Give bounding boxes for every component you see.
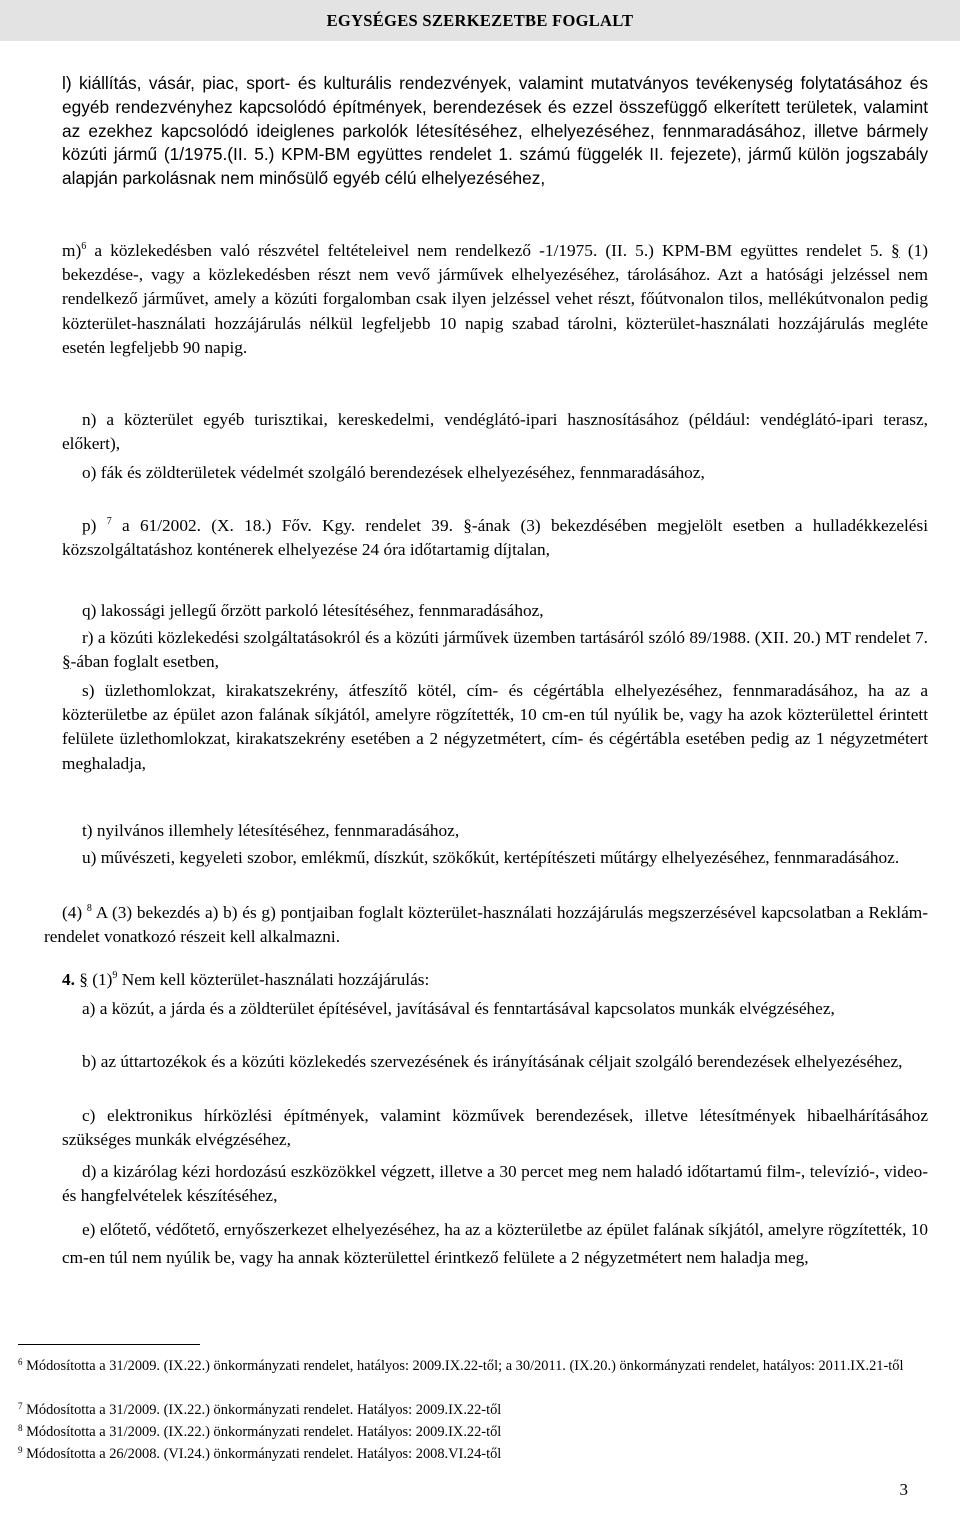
item-s: s) üzlethomlokzat, kirakatszekrény, átfeszítő kötél, cím- és cégértábla elhelyezéséhez, fennmaradásához, ha az a közterületbe az épület azon falának síkjától, amelyre rögzítették, 10 cm-en túl nyúlik be, vagy ha azok közterülettel érintett felülete üzlethomlokzat, kirakatszekrény esetében a 2 négyzetmétert, cím- és cégértábla esetében pedig az 1 négyzetmétert meghaladja, <box>62 681 928 773</box>
footnote-8: $^8$ Módosította a 31/2009. (IX.22.) önkormányzati rendelet. Hatályos: 2009.IX.22-től <box>18 1423 502 1440</box>
footnote-9: $^9$ Módosította a 26/2008. (VI.24.) önkormányzati rendelet. Hatályos: 2008.VI.24-től <box>18 1445 502 1462</box>
item-t: t) nyilvános illemhely létesítéséhez, fennmaradásához, <box>82 821 460 840</box>
item-u: u) művészeti, kegyeleti szobor, emlékmű, díszkút, szökőkút, kertépítészeti műtárgy elhelyezéséhez, fennmaradásához. <box>82 848 900 867</box>
footnote-ref-8[interactable]: 8 <box>86 903 92 914</box>
section-4-heading: 4. § $(1)^9$ Nem kell közterület-használati hozzájárulás: <box>44 968 928 992</box>
paragraph-4: (4) $^8$ A (3) bekezdés a) b) és g) pontjaiban foglalt közterület-használati hozzájárulás megszerzésével kapcsolatban a Reklám-rendelet vonatkozó részeit kell alkalmazni. <box>44 903 928 947</box>
item-n: n) a közterület egyéb turisztikai, kereskedelmi, vendéglátó-ipari hasznosításához (például: vendéglátó-ipari terasz, előkert), <box>62 410 928 454</box>
section-4-item-e: e) előtető, védőtető, ernyőszerkezet elhelyezéséhez, ha az a közterületbe az épület falának síkjától, amelyre rögzítették, 10 cm-en túl nem nyúlik be, vagy ha annak közterülettel érintkező felülete a 2 négyzetmétert nem haladja meg, <box>62 1220 928 1267</box>
footnote-7: $^7$ Módosította a 31/2009. (IX.22.) önkormányzati rendelet. Hatályos: 2009.IX.22-től <box>18 1401 502 1418</box>
section-4-item-d: d) a kizárólag kézi hordozású eszközökkel végzett, illetve a 30 percet meg nem haladó időtartamú film-, televízió-, video- és hangfelvételek készítéséhez, <box>62 1162 928 1206</box>
section-4-item-b: b) az úttartozékok és a közúti közlekedés szervezésének és irányításának céljait szolgáló berendezések elhelyezéséhez, <box>82 1052 903 1071</box>
footnote-separator <box>18 1344 200 1345</box>
item-r: r) a közúti közlekedési szolgáltatásokról és a közúti járművek üzemben tartásáról szóló 89/1988. (XII. 20.) MT rendelet 7. §-ában foglalt esetben, <box>62 628 928 672</box>
item-q: q) lakossági jellegű őrzött parkoló létesítéséhez, fennmaradásához, <box>82 601 544 620</box>
document-header <box>0 0 960 41</box>
footnote-ref-6[interactable]: 6 <box>81 241 87 252</box>
footnote-ref-9[interactable]: 9 <box>112 970 118 981</box>
page-number: 3 <box>899 1480 908 1499</box>
footnote-6: $^6$ Módosította a 31/2009. (IX.22.) önkormányzati rendelet, hatályos: 2009.IX.22-től; a 30/2011. (IX.20.) önkormányzati rendelet, hatályos: 2011.IX.21-től <box>18 1357 904 1374</box>
section-4-item-c: c) elektronikus hírközlési építmények, valamint közművek berendezések, illetve létesítmények hibaelhárításához szükséges munkák elvégzéséhez, <box>62 1106 928 1150</box>
item-p: p) $^7$ a 61/2002. (X. 18.) Főv. Kgy. rendelet 39. §-ának (3) bekezdésében megjelölt esetben a hulladékkezelési közszolgáltatáshoz konténerek elhelyezése 24 óra időtartamig díjtalan, <box>62 516 928 560</box>
header-title: EGYSÉGES SZERKEZETBE FOGLALT <box>326 10 634 30</box>
item-o: o) fák és zöldterületek védelmét szolgáló berendezések elhelyezéséhez, fennmaradásához, <box>82 463 705 482</box>
item-l: l) kiállítás, vásár, piac, sport- és kulturális rendezvények, valamint mutatványos tevékenység folytatásához és egyéb rendezvényhez kapcsolódó építmények, berendezések és ezzel összefüggő elkerített területek, valamint az ezekhez kapcsolódó ideiglenes parkolók létesítéséhez, elhelyezéséhez, fennmaradásához, illetve bármely közúti jármű (1/1975.(II. 5.) KPM-BM együttes rendelet 1. számú függelék II. fejezete), jármű külön jogszabály alapján parkolásnak nem minősülő egyéb célú elhelyezéséhez, <box>62 73 928 189</box>
footnote-ref-7[interactable]: 7 <box>106 516 112 527</box>
section-4-item-a: a) a közút, a járda és a zöldterület építésével, javításával és fenntartásával kapcsolatos munkák elvégzéséhez, <box>82 999 835 1018</box>
section-number: 4. <box>62 970 75 989</box>
item-m: m)$^6$ a közlekedésben való részvétel feltételeivel nem rendelkező -1/1975. (II. 5.) KPM-BM együttes rendelet 5. § (1) bekezdése-, vagy a közlekedésben részt nem vevő járművek elhelyezéséhez, tárolásához. Azt a hatósági jelzéssel nem rendelkező járművet, amely a közúti forgalomban csak ilyen jelzéssel vehet részt, főútvonalon tilos, mellékútvonalon pedig közterület-használati hozzájárulás nélkül legfeljebb 10 napig szabad tárolni, közterület-használati hozzájárulás megléte esetén legfeljebb 90 napig. <box>62 241 928 357</box>
